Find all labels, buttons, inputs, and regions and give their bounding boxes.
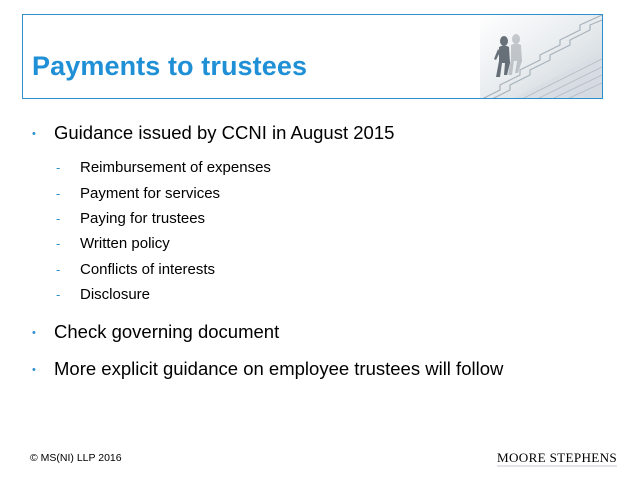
bullet-icon: •: [32, 327, 36, 339]
bullet-icon: •: [32, 128, 36, 140]
dash-icon: -: [56, 262, 61, 277]
sub-item: Written policy: [80, 235, 170, 252]
bullet-icon: •: [32, 364, 36, 376]
bullet-text: More explicit guidance on employee trustees will follow: [54, 358, 504, 379]
slide-title: Payments to trustees: [32, 51, 308, 81]
sub-item: Conflicts of interests: [80, 261, 216, 278]
dash-icon: -: [56, 160, 61, 175]
dash-icon: -: [56, 236, 61, 251]
bullet-text: Guidance issued by CCNI in August 2015: [54, 122, 395, 143]
sub-item: Disclosure: [80, 286, 151, 303]
moore-stephens-logo: [497, 448, 619, 468]
dash-icon: -: [56, 211, 61, 226]
sub-item: Paying for trustees: [80, 210, 206, 227]
copyright-text: © MS(NI) LLP 2016: [30, 452, 122, 464]
sub-item: Payment for services: [80, 185, 221, 202]
svg-text:MOORE STEPHENS: MOORE STEPHENS: [497, 451, 617, 465]
dash-icon: -: [56, 186, 61, 201]
sub-item: Reimbursement of expenses: [80, 159, 271, 176]
bullet-text: Check governing document: [54, 321, 280, 342]
dash-icon: -: [56, 287, 61, 302]
